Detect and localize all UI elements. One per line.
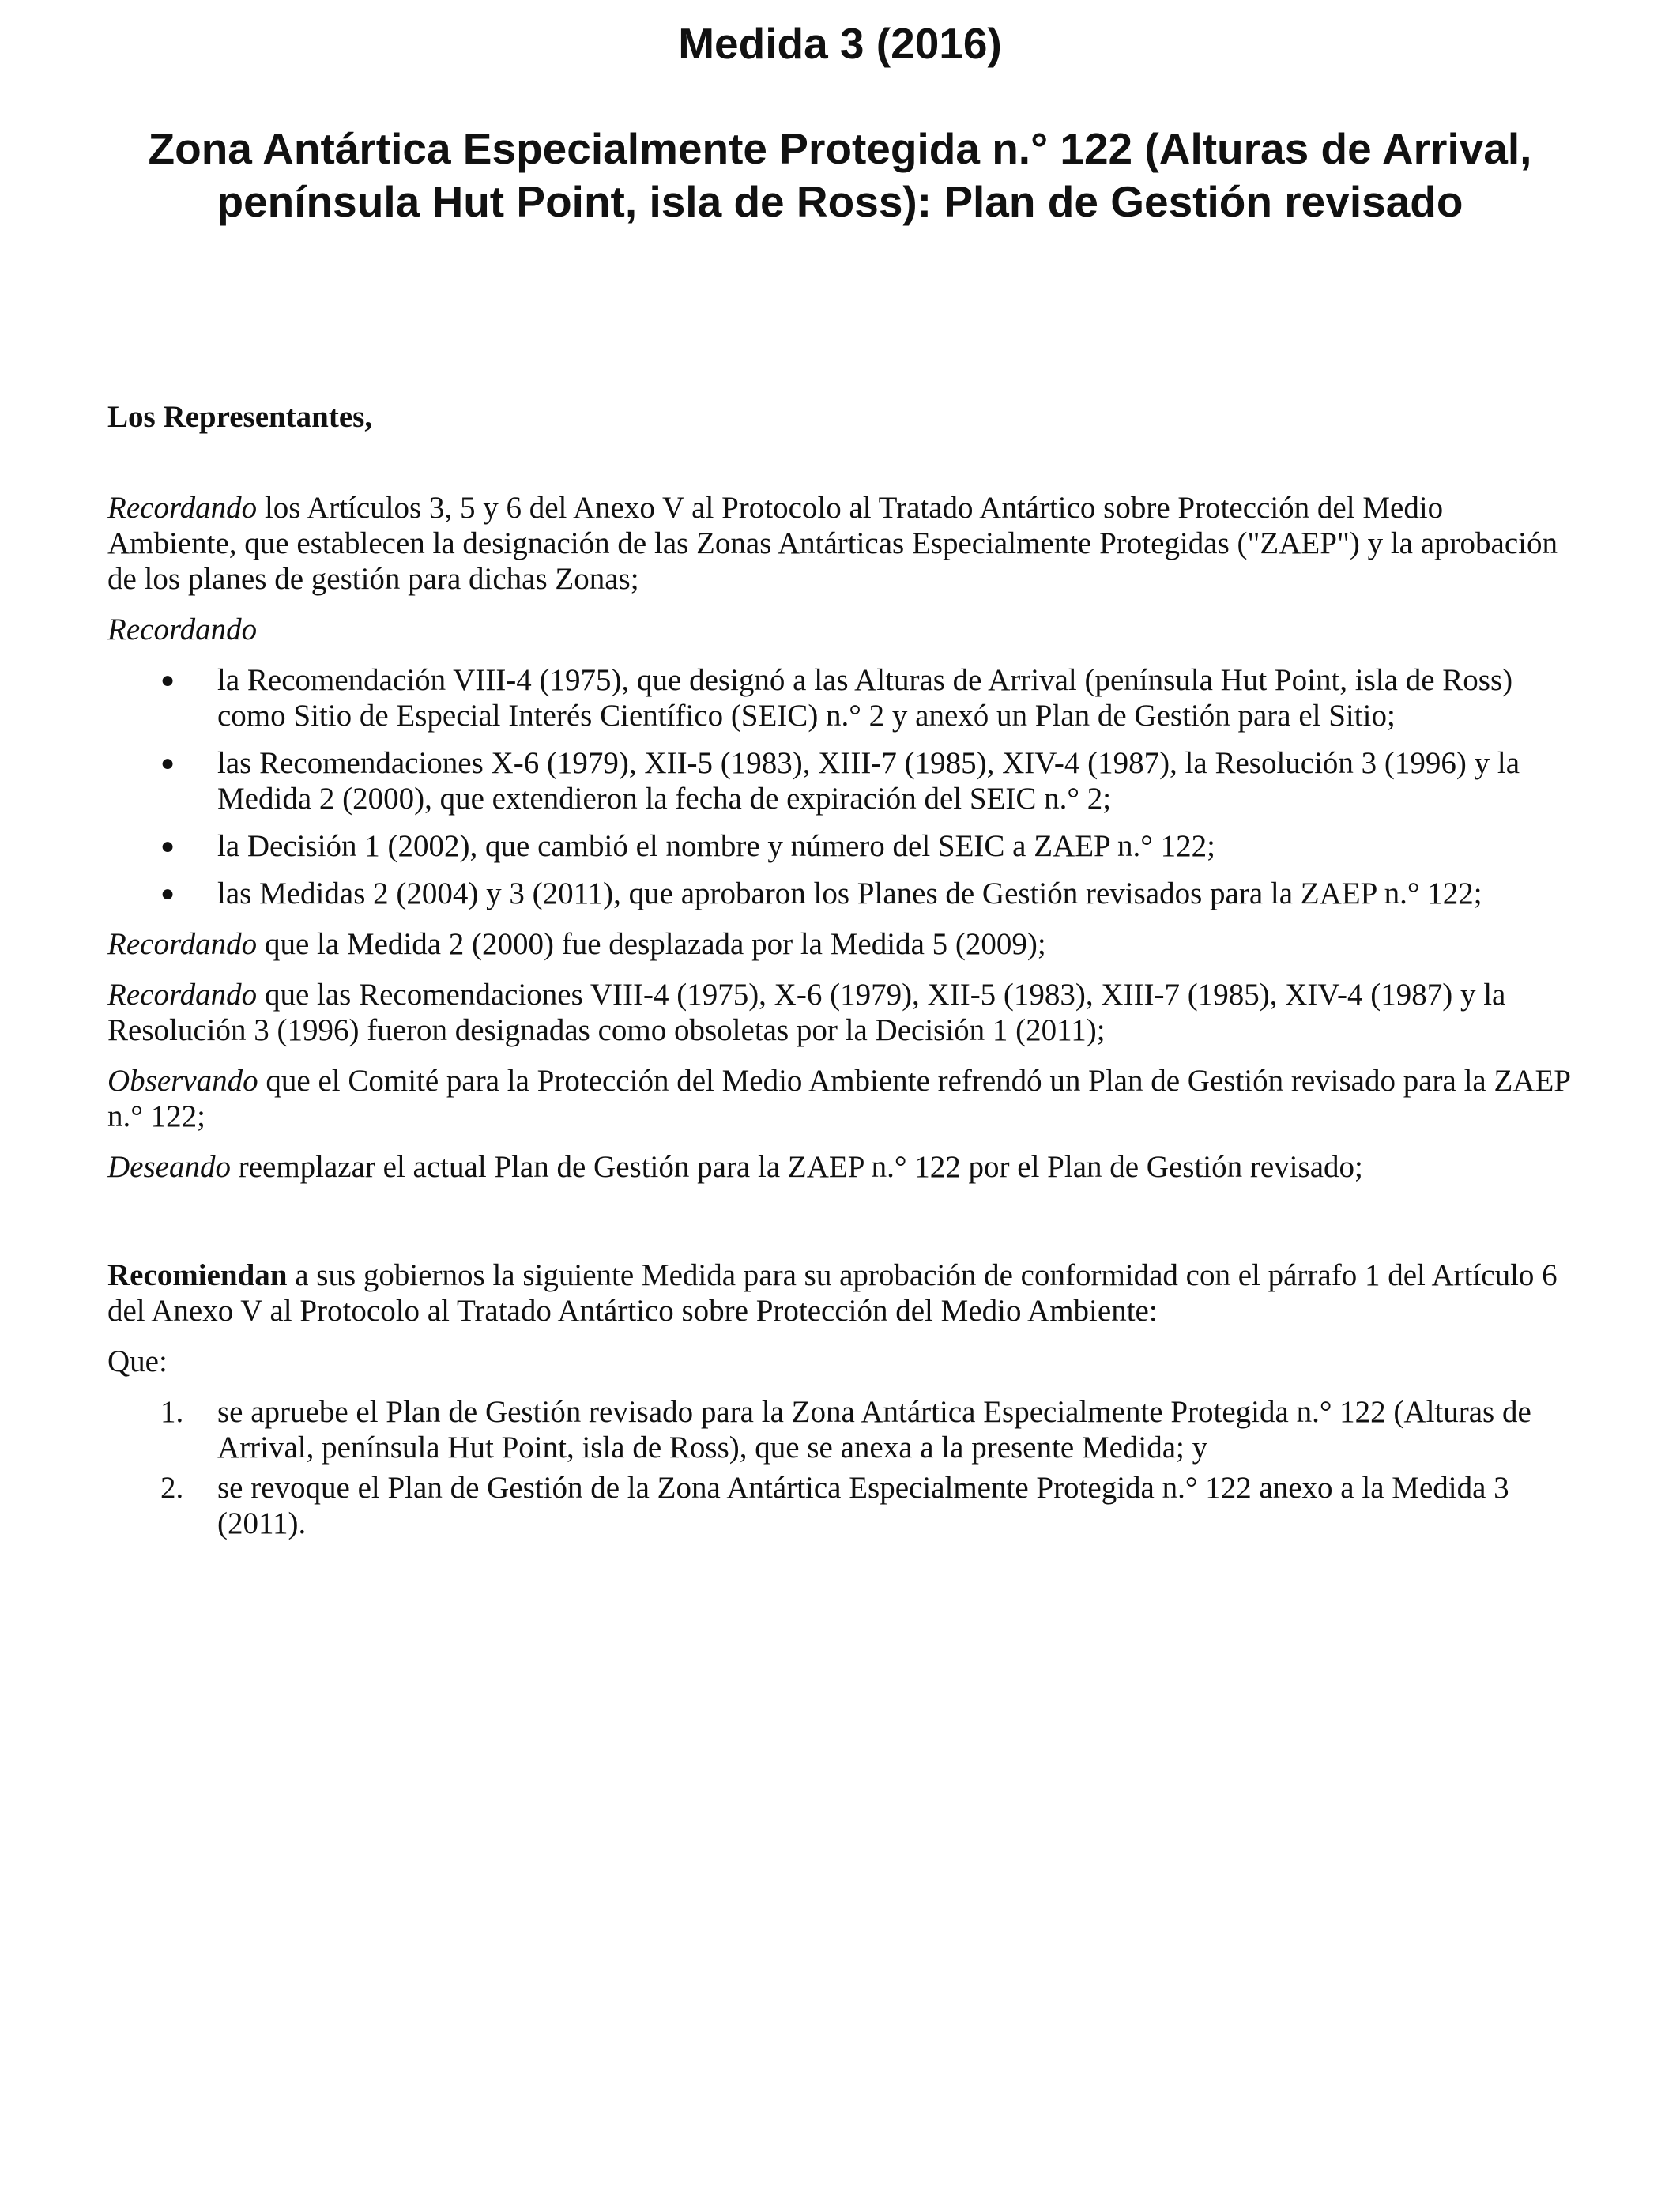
bullet-icon: ● [160,833,175,859]
list-number: 2. [160,1471,184,1505]
lead-word: Deseando [107,1150,231,1184]
paragraph-recordando-3 [107,926,1577,962]
paragraph-text: reemplazar el actual Plan de Gestión para la ZAEP n.° 122 por el Plan de Gestión revisado; [230,1150,1363,1184]
list-item-text: se apruebe el Plan de Gestión revisado para la Zona Antártica Especialmente Protegida n.° 122 (Alturas de Arrival, península Hut Point, isla de Ross), que se anexa a la presente Medida; y [217,1395,1531,1465]
bullet-icon: ● [160,880,175,907]
numbered-list [107,1394,1577,1541]
paragraph-recomiendan [107,1257,1577,1329]
paragraph-recordando-1 [107,490,1577,597]
paragraph-text: los Artículos 3, 5 y 6 del Anexo V al Protocolo al Tratado Antártico sobre Protección del Medio Ambiente, que establecen la designación de las Zonas Antárticas Especialmente Protegidas ("ZAEP") y la aprobación de los planes de gestión para dichas Zonas; [107,491,1558,596]
paragraph-text: que el Comité para la Protección del Medio Ambiente refrendó un Plan de Gestión revisado para la ZAEP n.° 122; [107,1064,1570,1133]
lead-word: Recordando [107,491,258,525]
lead-word: Recomiendan [107,1258,288,1292]
list-item [107,745,1577,816]
bullet-icon: ● [160,750,175,776]
lead-word: Recordando [107,927,258,961]
lead-word: Recordando [107,613,258,647]
paragraph-que: Que: [107,1344,168,1378]
paragraph-deseando [107,1149,1577,1185]
paragraph-text: que las Recomendaciones VIII-4 (1975), X-6 (1979), XII-5 (1983), XIII-7 (1985), XIV-4 (1987) y la Resolución 3 (1996) fueron designadas como obsoletas por la Decisión 1 (2011); [107,978,1506,1047]
paragraph-text: a sus gobiernos la siguiente Medida para su aprobación de conformidad con el párrafo 1 del Artículo 6 del Anexo V al Protocolo al Tratado Antártico sobre Protección del Medio Ambiente: [107,1258,1558,1328]
document-title: Medida 3 (2016) [678,19,1002,68]
paragraph-observando [107,1063,1577,1134]
paragraph-recordando-4 [107,977,1577,1048]
list-item [107,662,1577,733]
list-item-text: las Medidas 2 (2004) y 3 (2011), que aprobaron los Planes de Gestión revisados para la ZAEP n.° 122; [217,876,1482,910]
list-item [107,876,1577,911]
paragraph-text: que la Medida 2 (2000) fue desplazada por la Medida 5 (2009); [257,927,1046,961]
lead-word: Recordando [107,978,258,1012]
document-body [107,399,1577,1546]
salutation-text: Los Representantes, [107,400,373,434]
list-item-text: se revoque el Plan de Gestión de la Zona Antártica Especialmente Protegida n.° 122 anexo a la Medida 3 (2011). [217,1471,1509,1540]
list-number: 1. [160,1395,184,1429]
document-subtitle: Zona Antártica Especialmente Protegida n.° 122 (Alturas de Arrival, península Hut Point, isla de Ross): Plan de Gestión revisado [148,124,1532,226]
list-item [107,828,1577,864]
bullet-icon: ● [160,667,175,693]
list-item [107,1470,1577,1541]
lead-word: Observando [107,1064,258,1098]
list-item-text: las Recomendaciones X-6 (1979), XII-5 (1983), XIII-7 (1985), XIV-4 (1987), la Resolución 3 (1996) y la Medida 2 (2000), que extendieron la fecha de expiración del SEIC n.° 2; [217,746,1520,816]
list-item-text: la Recomendación VIII-4 (1975), que designó a las Alturas de Arrival (península Hut Point, isla de Ross) como Sitio de Especial Interés Científico (SEIC) n.° 2 y anexó un Plan de Gestión para el Sitio; [217,663,1513,733]
list-item [107,1394,1577,1465]
salutation [107,399,1577,435]
list-item-text: la Decisión 1 (2002), que cambió el nombre y número del SEIC a ZAEP n.° 122; [217,829,1215,863]
paragraph-recordando-2 [107,612,1577,647]
bullet-list [107,662,1577,911]
